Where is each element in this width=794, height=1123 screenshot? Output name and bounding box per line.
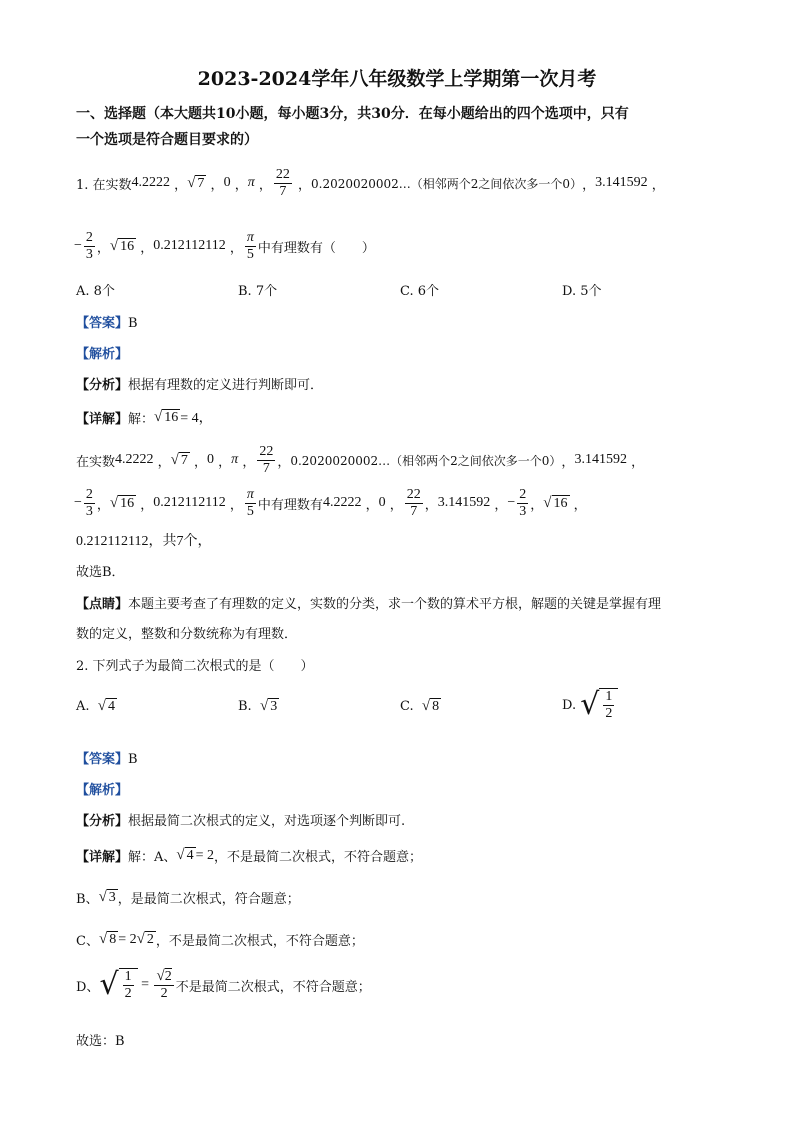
q2-fenxi-text: 根据最简二次根式的定义，对选项逐个判断即可. (128, 814, 406, 829)
q2-detail-a-eq: = 2 (195, 847, 215, 863)
q2-detail-c (76, 930, 364, 949)
q1-answer-line (76, 312, 138, 331)
q2-detail-b-pre: B、 (76, 892, 99, 907)
q1-option-b[interactable]: B. 7个 (238, 284, 278, 299)
q2-option-d[interactable] (562, 688, 618, 722)
q1-xiangjie-line (76, 407, 213, 427)
q1-repeating-decimal: 0.2020020002…（相邻两个2之间依次多一个0） (311, 176, 583, 191)
q2-detail-d-sqrt-fraction: √ $\frac{1}{2}$ (99, 968, 137, 1002)
q1-minus-sign: − (74, 238, 82, 253)
q1-d3-fraction-22-7: $\frac{22}{7}$ (406, 486, 421, 519)
q2-detail-a-sqrt: √ 4 (176, 847, 194, 863)
q1-d3-4-2222: 4.2222 (322, 495, 362, 510)
q2-answer-line (76, 748, 138, 767)
q1-answer-label: 【答案】 (76, 316, 129, 331)
q2-answer: B (128, 752, 138, 767)
q1-xiangjie-label: 【详解】 (76, 411, 129, 427)
q1-number-4-2222: 4.2222 (131, 175, 171, 190)
q1-option-a[interactable]: A. 8个 (76, 284, 115, 299)
q1-fraction-22-7: $\frac{22}{7}$ (275, 166, 290, 199)
q1-detail-zero: 0 (207, 452, 215, 467)
q2-answer-label: 【答案】 (76, 752, 129, 767)
q1-detail-line4: 0.212112112，共7个， (76, 534, 212, 549)
q1-suffix: 中有理数有（ ） (257, 240, 375, 256)
q2-detail-d-text: 不是最简二次根式，不符合题意； (175, 979, 371, 995)
q1-detail-line3: − $\frac{2}{3}$ ， √ 16 ， 0.212112112 ， $\frac{\pi}{5}$ 中有理数有 4.2222 ， 0 ， $\frac{22}{7}$ ， 3.141592 ， − $\frac{2}{3}$ ， √ 16 ， (74, 486, 587, 519)
q1-detail-repeating: 0.2020020002…（相邻两个2之间依次多一个0） (290, 453, 562, 468)
q2-detail-c-pre: C、 (76, 934, 99, 949)
section-heading-line2: 一个选项是符合题目要求的） (76, 132, 258, 148)
q1-stem-line1: 1. 在实数 4.2222 ， √ 7 ， 0 ， π ， $\frac{22}{7}$ ， 0.2020020002…（相邻两个2之间依次多一个0） ， 3.141592 ， (76, 166, 665, 199)
q2-fenxi-label: 【分析】 (76, 814, 129, 829)
q2-option-d-sqrt-fraction: √ $\frac{1}{2}$ (580, 688, 618, 722)
q2-detail-d-pre: D、 (76, 979, 100, 995)
q1-number-0-212112112: 0.212112112 (153, 238, 226, 253)
q1-detail-pi: π (231, 452, 239, 467)
q1-fenxi-label: 【分析】 (76, 378, 129, 393)
q2-option-c-sqrt: √ 8 (421, 698, 440, 714)
q1-stem-line2: − $\frac{2}{3}$ ， √ 16 ， 0.212112112 ， $\frac{\pi}{5}$ 中有理数有（ ） (74, 229, 375, 262)
q1-xiangjie-eq: = 4， (180, 411, 213, 426)
q1-detail-line2: 在实数 4.2222 ， √ 7 ， 0 ， π ， $\frac{22}{7}$ ， 0.2020020002…（相邻两个2之间依次多一个0） ， 3.141592 ， (76, 443, 645, 476)
q1-d3-zero: 0 (378, 495, 386, 510)
q2-detail-b (76, 888, 300, 907)
q1-number-3-141592: 3.141592 (595, 175, 648, 190)
q1-option-c[interactable]: C. 6个 (400, 284, 440, 299)
q1-d3-fraction-2-3: $\frac{2}{3}$ (85, 486, 93, 519)
q1-detail-prefix: 在实数 (76, 454, 116, 470)
q2-detail-d-result: $\frac{√2}{2}$ (156, 968, 172, 1001)
q1-sqrt-16: √ 16 (109, 237, 135, 254)
q1-detail-3-141592: 3.141592 (574, 452, 627, 467)
q2-fenxi-line (76, 810, 405, 829)
q1-answer: B (128, 316, 138, 331)
q1-detail-sqrt-7: √ 7 (170, 451, 188, 468)
q1-conclusion: 故选B． (76, 565, 125, 580)
q2-detail-a-text: ，不是最简二次根式，不符合题意； (214, 850, 423, 865)
q1-fenxi-text: 根据有理数的定义进行判断即可． (128, 378, 324, 393)
q1-d3-sqrt-16b: √ 16 (543, 494, 568, 511)
q1-d3-minus: − (74, 495, 82, 510)
q1-option-d[interactable]: D. 5个 (562, 284, 602, 299)
q2-detail-c-eq: = 2 (118, 931, 137, 947)
q1-d3-minus2: − (507, 495, 516, 510)
q1-zero: 0 (223, 175, 231, 190)
q1-dianjing-line2: 数的定义，整数和分数统称为有理数． (76, 627, 298, 642)
q2-stem: 2. 下列式子为最简二次根式的是（ ） (76, 659, 314, 674)
page-title: 2023-2024学年八年级数学上学期第一次月考 (197, 68, 597, 90)
q2-option-b[interactable] (238, 698, 279, 715)
q1-fenxi-line (76, 374, 323, 393)
q2-detail-a (76, 846, 422, 865)
q2-option-d-label: D. (562, 697, 577, 713)
q1-d3-fraction-2-3b: $\frac{2}{3}$ (519, 486, 527, 519)
q2-option-c-label: C. (400, 699, 414, 714)
q1-dianjing-line1 (76, 593, 661, 612)
q1-fraction-2-3: $\frac{2}{3}$ (85, 229, 93, 262)
section-heading-line1: 一、选择题（本大题共10小题，每小题3分，共30分．在每小题给出的四个选项中，只有 (76, 106, 629, 122)
q1-d3-0-212112112: 0.212112112 (153, 495, 226, 510)
q2-detail-b-text: ，是最简二次根式，符合题意； (117, 892, 300, 907)
q1-fraction-pi-5: $\frac{\pi}{5}$ (246, 229, 254, 262)
q2-xiangjie-pre: 解：A、 (128, 850, 177, 865)
q1-prefix: 1. 在实数 (76, 177, 132, 193)
q2-option-a-label: A. (76, 699, 90, 714)
q1-dianjing-text1: 本题主要考查了有理数的定义，实数的分类，求一个数的算术平方根，解题的关键是掌握有理 (128, 597, 662, 612)
q2-analysis-label: 【解析】 (76, 783, 129, 798)
q1-pi: π (247, 175, 255, 190)
q1-detail-fraction-22-7: $\frac{22}{7}$ (259, 443, 274, 476)
q1-d3-3-141592: 3.141592 (437, 495, 491, 510)
q1-sqrt-7: √ 7 (187, 174, 205, 191)
q1-xiangjie-sqrt-16: √ 16 (154, 408, 179, 425)
q1-d3-mid: 中有理数有 (257, 497, 323, 513)
q2-detail-c-sqrt8: √ 8 (98, 931, 117, 947)
q2-option-a[interactable] (76, 698, 117, 715)
q2-option-b-label: B. (238, 699, 252, 714)
q2-detail-b-sqrt: √ 3 (98, 889, 116, 905)
q2-detail-c-text: ，不是最简二次根式，不符合题意； (155, 934, 364, 949)
q2-option-b-sqrt: √ 3 (259, 698, 278, 714)
q2-option-a-sqrt: √ 4 (97, 698, 116, 714)
q1-xiangjie-pre: 解： (128, 411, 155, 427)
q2-detail-d: D、 √ $\frac{1}{2}$ = $\frac{√2}{2}$ 不是最简二次根式，不符合题意； (76, 967, 371, 1002)
q2-option-c[interactable] (400, 698, 441, 715)
q1-d3-sqrt-16: √ 16 (109, 494, 135, 511)
q2-detail-c-sqrt2: √ 2 (136, 931, 154, 947)
q2-xiangjie-label: 【详解】 (76, 850, 129, 865)
q2-conclusion: 故选：B (76, 1034, 125, 1049)
q1-analysis-label: 【解析】 (76, 347, 129, 362)
q1-detail-4-2222: 4.2222 (115, 452, 154, 467)
q1-dianjing-label: 【点睛】 (76, 597, 129, 612)
q1-d3-fraction-pi-5: $\frac{\pi}{5}$ (246, 486, 254, 519)
